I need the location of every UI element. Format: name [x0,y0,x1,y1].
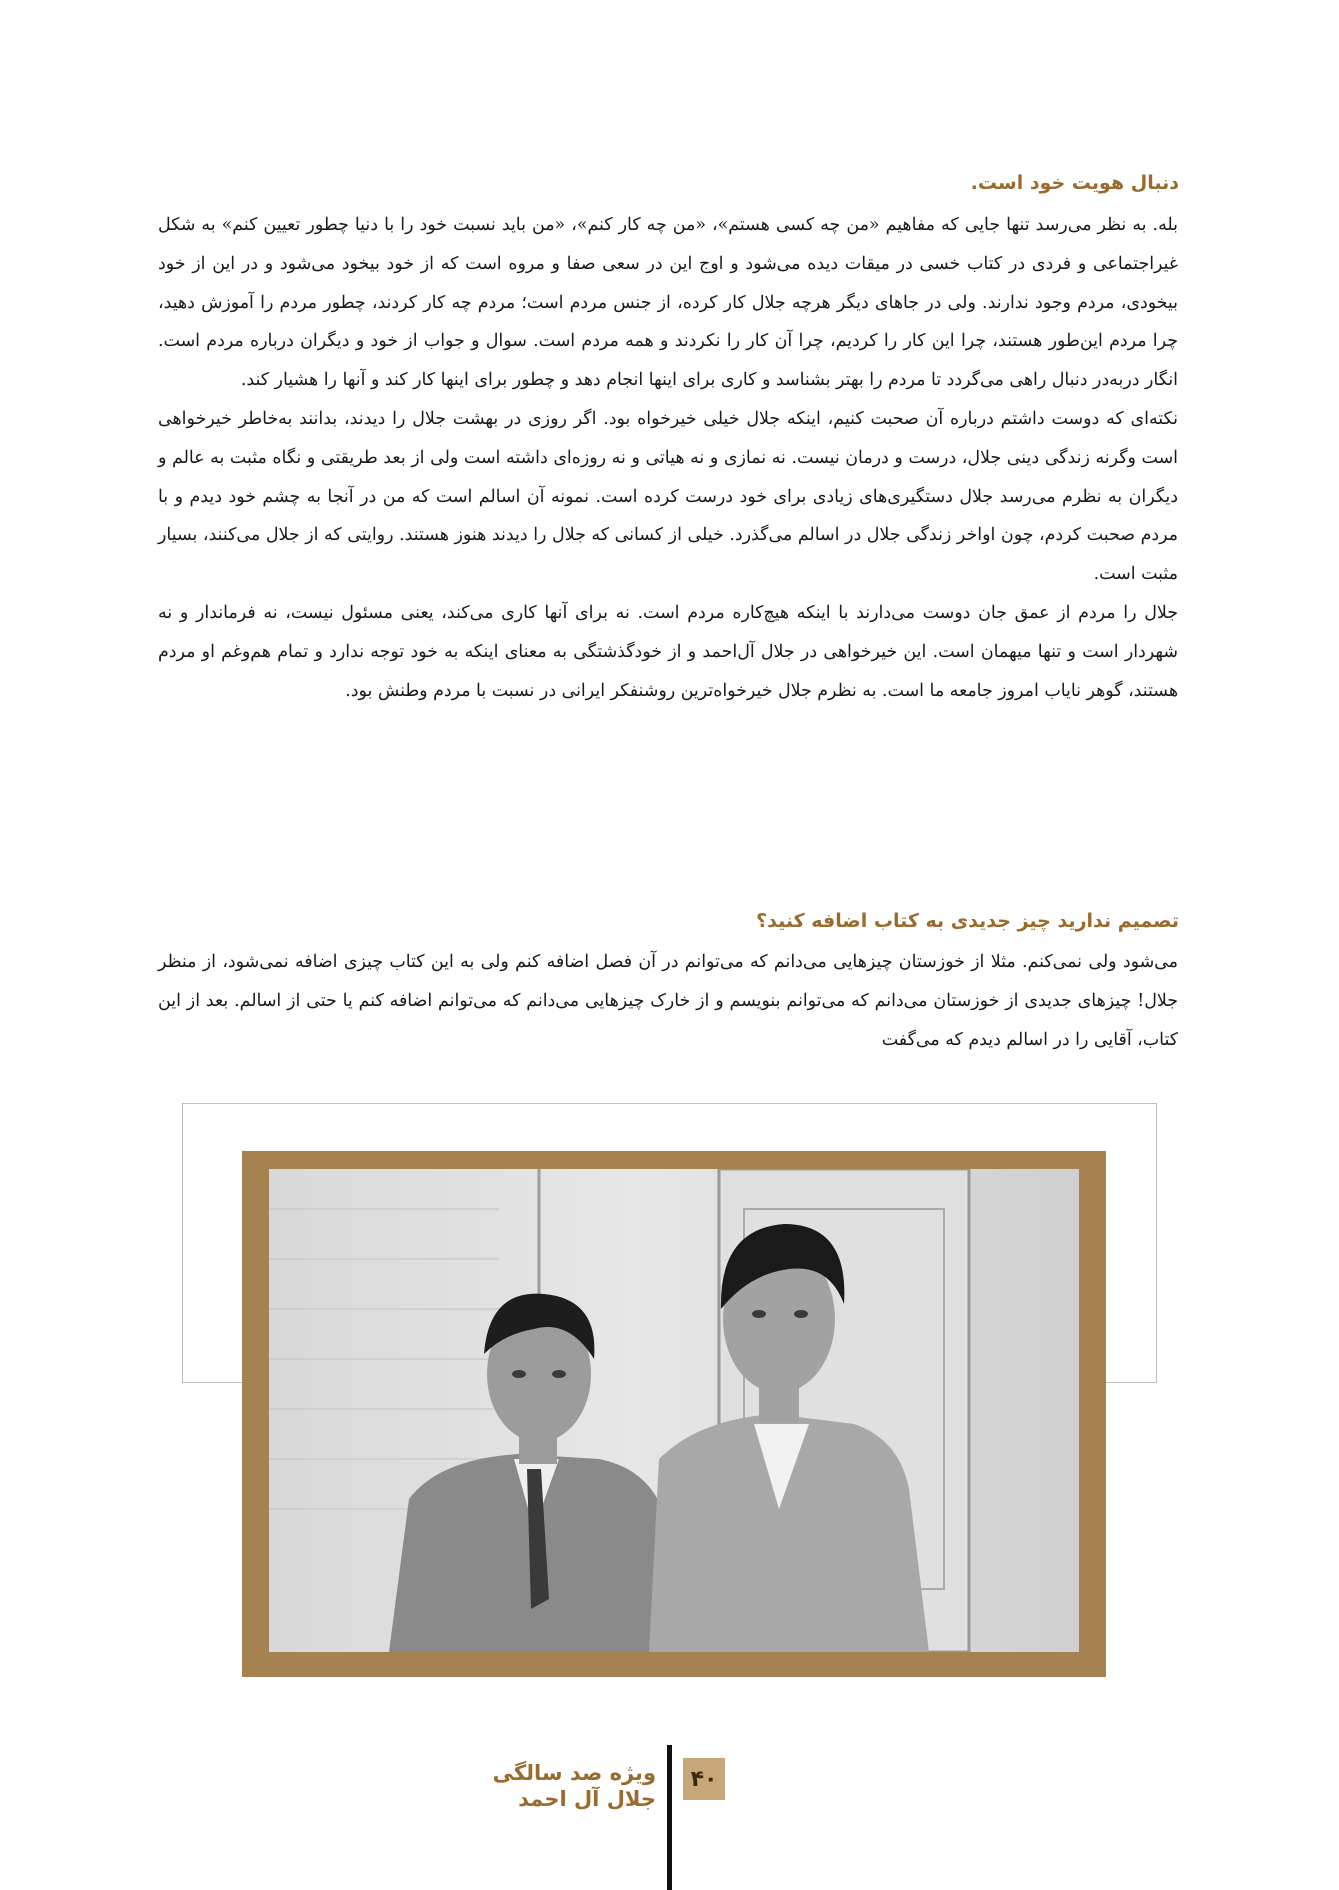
historic-photo-two-men [269,1169,1079,1652]
photo-frame [242,1151,1106,1677]
paragraph-2: نکته‌ای که دوست داشتم درباره آن صحبت کنیم، اینکه جلال خیلی خیرخواه بود. اگر روزی در بهشت جلال را دیدند، بدانند به‌خاطر خیرخواهی است وگرنه زندگی دینی جلال، درست و درمان نیست. نه نمازی و نه هیاتی و نه روزه‌ای داشته است ولی از بعد طریقتی و نگاه مثبت به عالم و دیگران به نظرم می‌رسد جلال دستگیری‌های زیادی برای خود درست کرده است. نمونه آن اسالم است که من در آنجا به چشم خود دیدم و با مردم صحبت کردم، چون اواخر زندگی جلال در اسالم می‌گذرد. خیلی از کسانی که جلال را دیدند هنوز هستند. روایتی که از جلال می‌کنند، بسیار مثبت است. [158,408,1178,585]
paragraph-1: بله. به نظر می‌رسد تنها جایی که مفاهیم «من چه کسی هستم»، «من چه کار کنم»، «من باید نسبت خود را با دنیا چطور تعیین کنم» به شکل غیراجتماعی و فردی در کتاب خسی در میقات دیده می‌شود و اوج این در سعی صفا و مروه است که از خود بیخود می‌شود و در این از خود بیخودی، مردم وجود ندارند. ولی در جاهای دیگر هرچه جلال کار کرده، از جنس مردم است؛ مردم چه کار کردند، چطور مردم را آموزش دهید، چرا مردم این‌طور هستند، چرا این کار را کردیم، چرا آن کار را نکردند و همه مردم است. سوال و جواب از خود و دیگران درباره مردم است. انگار دربه‌در دنبال راهی می‌گردد تا مردم را بهتر بشناسد و کاری برای اینها انجام دهد و چطور برای اینها کار کند و آنها را هشیار کند. [158,215,1178,391]
footer-title-line1: ویژه صد سالگی [492,1761,656,1785]
paragraph-3: جلال را مردم از عمق جان دوست می‌دارند با اینکه هیچ‌کاره مردم است. نه برای آنها کاری می‌کند، یعنی مسئول نیست، نه فرماندار و نه شهردار است و تنها میهمان است. این خیرخواهی در جلال آل‌احمد و از خودگذشتگی به معنای اینکه به خود توجه ندارد و تمام هم‌وغم او مردم هستند، گوهر نایاب امروز جامعه ما است. به نظرم جلال خیرخواه‌ترین روشنفکر ایرانی در نسبت با مردم وطنش بود. [158,602,1178,701]
section-heading-identity: دنبال هویت خود است. [970,172,1179,194]
section-body-answer [158,943,1178,1059]
page-number: ۴۰ [690,1766,718,1792]
section-heading-question: تصمیم ندارید چیز جدیدی به کتاب اضافه کنید؟ [756,910,1179,932]
footer-title [493,1760,656,1812]
footer-vertical-rule [667,1745,672,1890]
paragraph-4: می‌شود ولی نمی‌کنم. مثلا از خوزستان چیزهایی می‌دانم که می‌توانم در آن فصل اضافه کنم ولی به این کتاب چیزی اضافه نمی‌شود، از منظر جلال! چیزهای جدیدی از خوزستان می‌دانم که می‌توانم بنویسم و از خارک چیزهایی می‌دانم که می‌توانم اضافه کنم یا حتی از اسالم. بعد از این کتاب، آقایی را در اسالم دیدم که می‌گفت [158,952,1178,1050]
section-body-identity [158,206,1178,710]
footer-title-line2: جلال آل احمد [518,1787,656,1811]
page-number-box [683,1758,725,1800]
